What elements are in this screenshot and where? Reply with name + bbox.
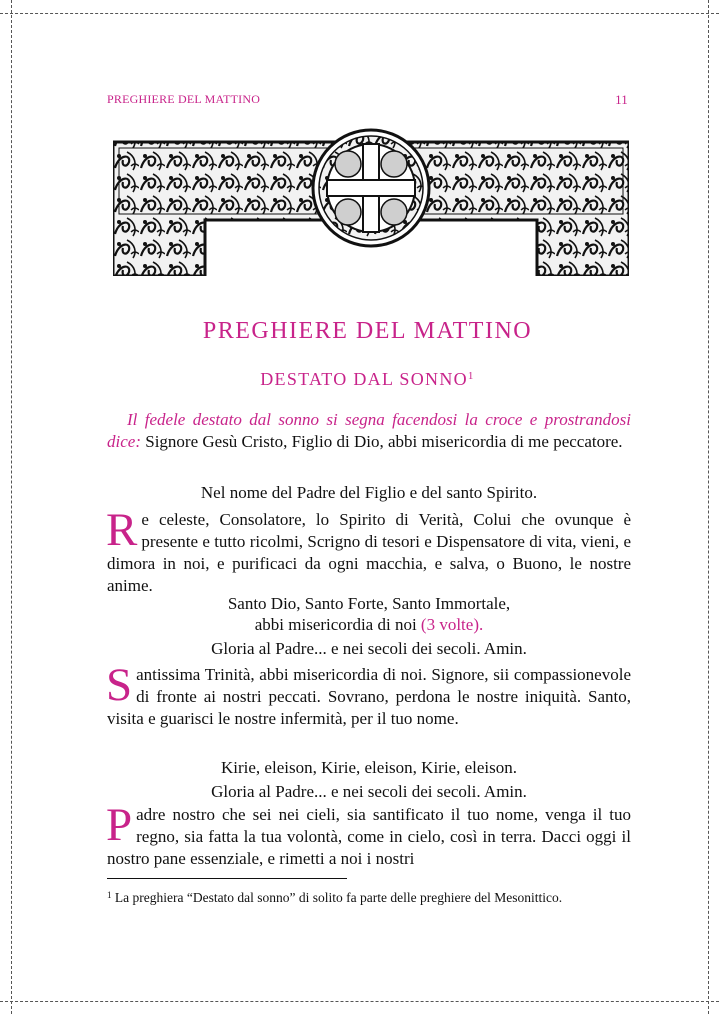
trisagion-line-2-text: abbi misericordia di noi — [254, 615, 417, 634]
rubric: Il fedele destato dal sonno si segna facendosi la croce e prostrandosi dice: — [107, 410, 631, 451]
prayer-santissima-trinita — [106, 659, 631, 730]
page-number: 11 — [615, 92, 628, 107]
gloria-first: Gloria al Padre... e nei secoli dei secoli. Amin. — [211, 639, 527, 658]
prayer-re-celeste-text: e celeste, Consolatore, lo Spirito di Verità, Colui che ovunque è presente e tutto ricolmi, Scrigno di tesori e Dispensatore di vita, vieni, e dimora in noi, e purificaci da ogni macchia, e salva, o Buono, le nostre anime. — [107, 510, 631, 595]
crop-mark-right — [708, 0, 709, 1014]
running-title: PREGHIERE DEL MATTINO — [107, 92, 261, 106]
prayer-padre-nostro-text: adre nostro che sei nei cieli, sia santificato il tuo nome, venga il tuo regno, sia fatta la tua volontà, come in cielo, così in terra. Dacci oggi il nostro pane essenziale, e rimetti a noi i nostri — [107, 805, 631, 868]
footnote-rule — [107, 878, 347, 879]
opening-prayer: Signore Gesù Cristo, Figlio di Dio, abbi misericordia di me peccatore. — [145, 432, 623, 451]
crop-mark-bottom — [0, 1001, 719, 1002]
repeat-note: (3 volte). — [420, 615, 484, 634]
prayer-santissima-text: antissima Trinità, abbi misericordia di noi. Signore, sii compassionevole di fronte ai nostri peccati. Sovrano, perdona le nostre iniquità. Santo, visita e guarisci le nostre infermità, per il tuo nome. — [107, 665, 631, 728]
prayer-padre-nostro — [106, 799, 631, 870]
intro-paragraph — [107, 409, 631, 453]
prayer-re-celeste — [106, 504, 631, 597]
drop-cap-s: S — [106, 659, 133, 711]
footnote-reference: 1 — [467, 370, 475, 382]
drop-cap-p: P — [106, 799, 133, 851]
kirie-eleison: Kirie, eleison, Kirie, eleison, Kirie, eleison. — [221, 758, 517, 777]
drop-cap-r: R — [106, 504, 138, 556]
page-title: PREGHIERE DEL MATTINO — [202, 318, 533, 344]
headpiece-ornament — [113, 128, 629, 276]
section-title — [107, 369, 628, 390]
trinity-invocation: Nel nome del Padre del Figlio e del santo Spirito. — [200, 483, 538, 502]
footnote-text: La preghiera “Destato dal sonno” di solito fa parte delle preghiere del Mesonittico. — [114, 890, 563, 905]
crop-mark-top — [0, 13, 719, 14]
footnote-mark: 1 — [107, 890, 112, 900]
trisagion-line-2 — [107, 614, 631, 636]
section-title-text: DESTATO DAL SONNO — [260, 369, 468, 389]
trisagion-line-1: Santo Dio, Santo Forte, Santo Immortale, — [227, 594, 511, 613]
running-header — [107, 92, 628, 107]
footnote — [107, 887, 631, 906]
crop-mark-left — [11, 0, 12, 1014]
gloria-second: Gloria al Padre... e nei secoli dei secoli. Amin. — [211, 782, 527, 801]
